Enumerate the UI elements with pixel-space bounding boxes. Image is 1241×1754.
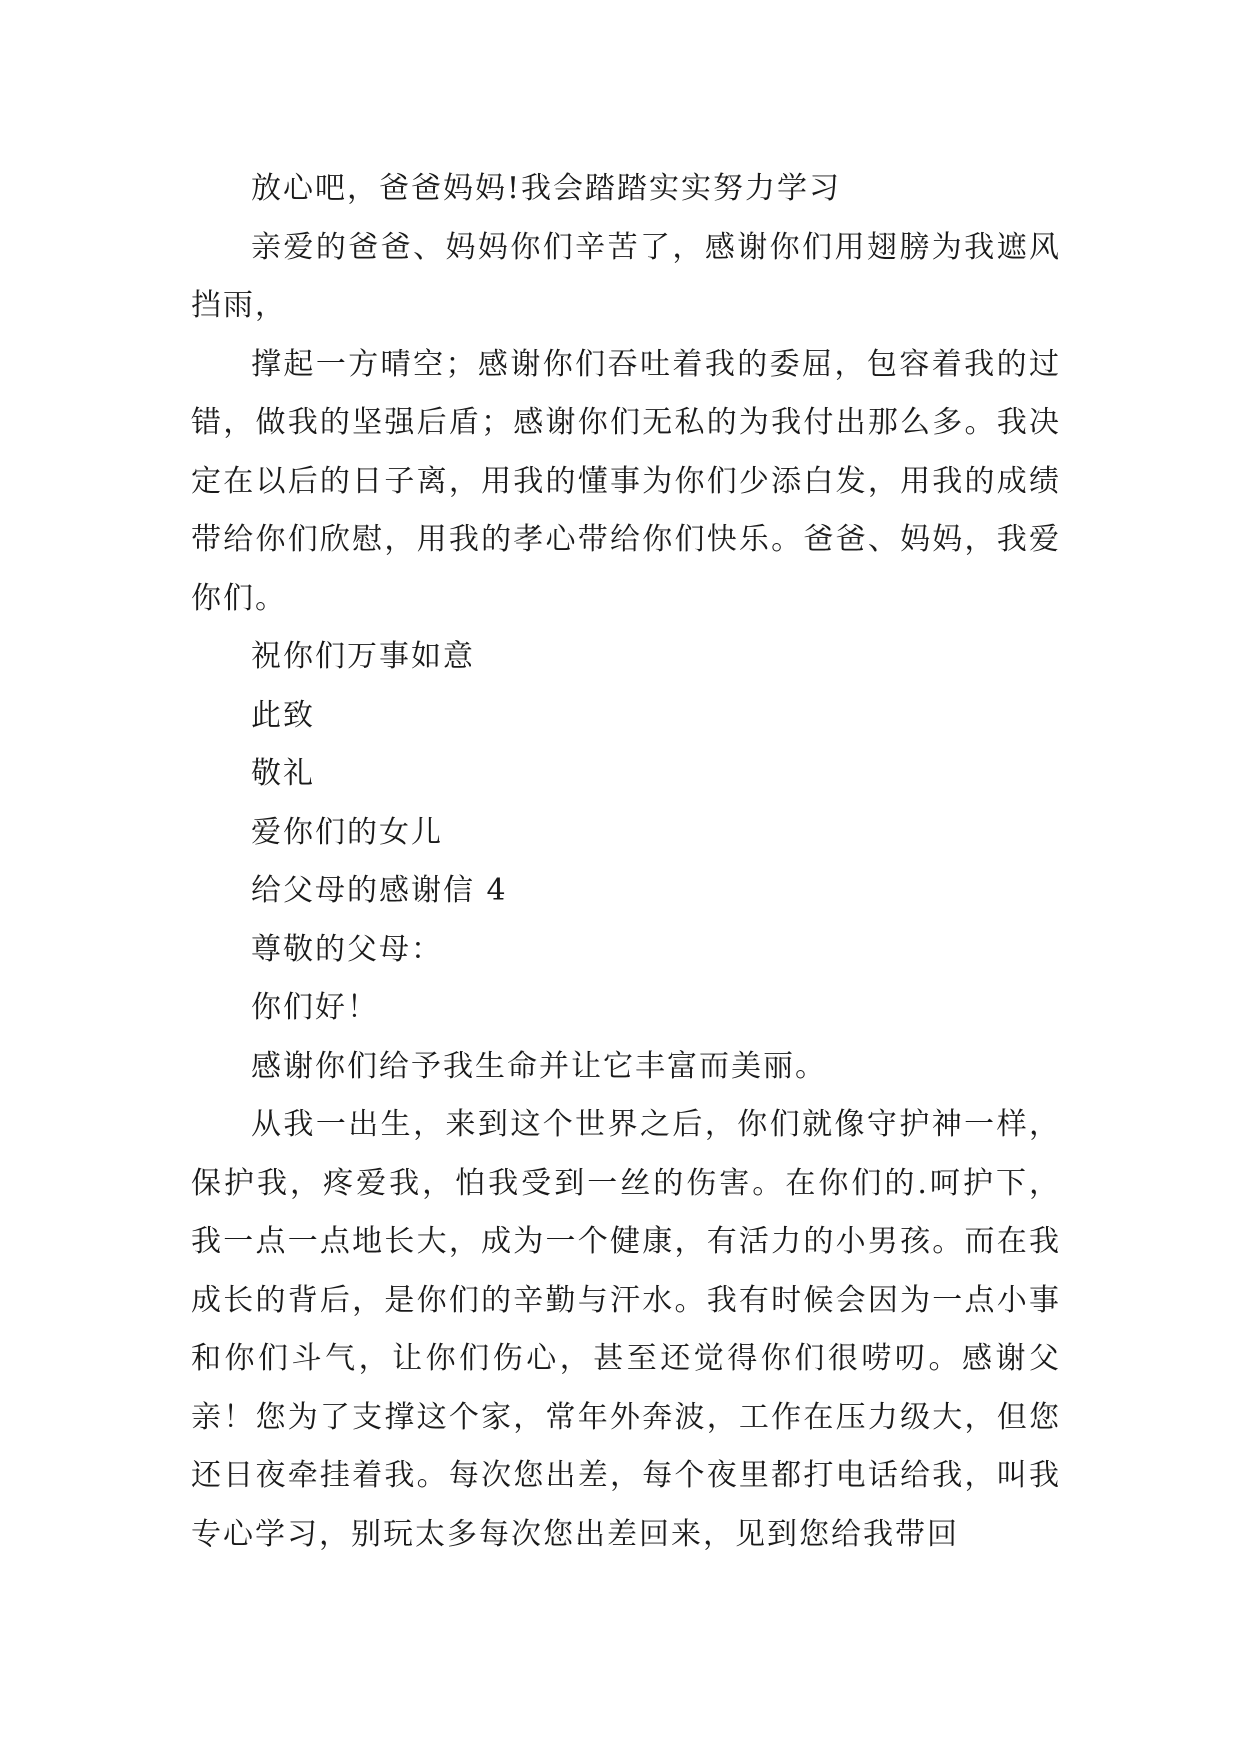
paragraph-gratitude: 感谢你们给予我生命并让它丰富而美丽。: [251, 1048, 827, 1084]
paragraph-greeting: 你们好！: [251, 990, 379, 1025]
paragraph-reassurance: 放心吧，爸爸妈妈!我会踏踏实实努力学习: [251, 171, 842, 206]
paragraph-signature: 爱你们的女儿: [251, 814, 443, 850]
section-heading: 给父母的感谢信 4: [251, 873, 508, 908]
paragraph-thanks-support: 撑起一方晴空；感谢你们吞吐着我的委屈，包容着我的过错，做我的坚强后盾；感谢你们无私的为我付出那么多。我决定在以后的日子离，用我的懂事为你们少添白发，用我的成绩带给你们欣慰，用我的孝心带给你们快乐。爸爸、妈妈，我爱你们。: [191, 346, 1061, 616]
paragraph-story: 从我一出生，来到这个世界之后，你们就像守护神一样，保护我，疼爱我，怕我受到一丝的伤害。在你们的.呵护下，我一点一点地长大，成为一个健康，有活力的小男孩。而在我成长的背后，是你们的辛勤与汗水。我有时候会因为一点小事和你们斗气，让你们伤心，甚至还觉得你们很唠叨。感谢父亲！您为了支撑这个家，常年外奔波，工作在压力级大，但您还日夜牵挂着我。每次您出差，每个夜里都打电话给我，叫我专心学习，别玩太多每次您出差回来，见到您给我带回: [191, 1107, 1061, 1552]
paragraph-thanks-shelter: 亲爱的爸爸、妈妈你们辛苦了，感谢你们用翅膀为我遮风挡雨，: [191, 229, 1061, 323]
document-body: [191, 160, 1061, 1564]
paragraph-closing-2: 敬礼: [251, 756, 315, 791]
paragraph-wish: 祝你们万事如意: [251, 639, 475, 674]
paragraph-closing-1: 此致: [251, 697, 315, 733]
paragraph-salutation: 尊敬的父母：: [251, 931, 443, 967]
